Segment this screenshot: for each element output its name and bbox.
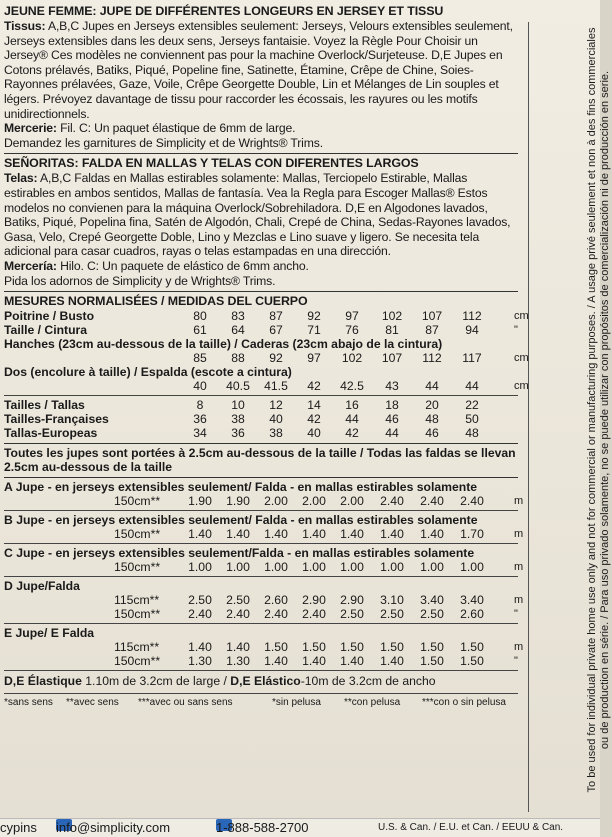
vertical-divider <box>528 22 529 812</box>
size-value: 61 <box>193 323 207 338</box>
yardage-value: 1.40 <box>264 527 288 542</box>
divider <box>4 291 518 292</box>
size-value: 42 <box>307 412 321 427</box>
fabric-width: 150cm** <box>114 494 161 509</box>
skirt-note: Toutes les jupes sont portées à 2.5cm au-dessous de la taille / Todas las faldas se llevan 2.5cm au-dessous de la taille <box>4 446 516 475</box>
dos-label: Dos (encolure à taille) / Espalda (escote a cintura) <box>4 365 292 380</box>
yardage-value: 2.90 <box>340 593 364 608</box>
yardage-value: 1.50 <box>420 654 444 669</box>
size-value: 88 <box>231 351 245 366</box>
divider <box>4 395 518 396</box>
size-value: 94 <box>465 323 479 338</box>
yardage-value: 1.90 <box>226 494 250 509</box>
size-value: 67 <box>269 323 283 338</box>
yardage-value: 1.00 <box>460 560 484 575</box>
yardage-value: 1.00 <box>420 560 444 575</box>
size-value: 92 <box>269 351 283 366</box>
size-value: 41.5 <box>264 379 288 394</box>
row-label: Tailles / Tallas <box>4 398 85 413</box>
size-value: 117 <box>462 351 482 366</box>
yardage-value: 2.50 <box>340 607 364 622</box>
yardage-row <box>4 654 518 668</box>
view-yardage <box>4 480 524 509</box>
fabric-width: 150cm** <box>114 527 161 542</box>
yardage-row <box>4 640 524 655</box>
size-value: 34 <box>193 426 207 441</box>
size-value: 92 <box>307 309 321 324</box>
taille-row <box>4 323 518 337</box>
row-label: Taille / Cintura <box>4 323 88 338</box>
nap-notes <box>4 696 518 710</box>
yardage-value: 1.40 <box>380 527 404 542</box>
size-value: 97 <box>307 351 321 366</box>
size-value: 97 <box>345 309 359 324</box>
yardage-value: 1.00 <box>264 560 288 575</box>
size-value: 20 <box>425 398 439 413</box>
size-value: 48 <box>425 412 439 427</box>
yardage-value: 1.40 <box>226 527 250 542</box>
yardage-value: 1.70 <box>460 527 484 542</box>
unit-label: m <box>514 495 524 508</box>
size-value: 50 <box>465 412 479 427</box>
yardage-row <box>4 560 524 575</box>
size-value: 38 <box>269 426 283 441</box>
yardage-value: 1.30 <box>226 654 250 669</box>
unit-label: cm <box>514 380 529 393</box>
merceria-paragraph <box>4 259 518 274</box>
yardage-value: 2.00 <box>302 494 326 509</box>
size-value: 36 <box>231 426 245 441</box>
view-heading: D Jupe/Falda <box>4 579 80 594</box>
size-value: 40.5 <box>226 379 250 394</box>
yardage-value: 1.00 <box>302 560 326 575</box>
usage-disclaimer-text: To be used for individual private home use only and not for commercial or manufacturing purposes. / A usage privé seulement et non à des fins commerciales ou de production en série. / Para uso privado solamente, no se puede utilizar con propósitos de comercialización ni de producción en serie. <box>586 27 611 793</box>
yardage-table <box>4 480 524 671</box>
note-sin-pelusa: *sin pelusa <box>272 697 321 709</box>
yardage-value: 2.00 <box>340 494 364 509</box>
fabric-width: 115cm** <box>114 593 160 608</box>
size-value: 8 <box>196 398 204 413</box>
yardage-value: 1.50 <box>460 654 484 669</box>
size-value: 46 <box>385 412 399 427</box>
view-heading: C Jupe - en jerseys extensibles seulement/Falda - en mallas estirables solamente <box>4 546 475 561</box>
senoritas-section <box>4 156 518 288</box>
size-value: 112 <box>462 309 482 324</box>
mercerie-paragraph <box>4 121 518 136</box>
yardage-value: 2.60 <box>460 607 484 622</box>
size-value: 10 <box>231 398 245 413</box>
tissus-text: A,B,C Jupes en Jerseys extensibles seulement: Jerseys, Velours extensibles seulement, Jerseys extensibles dans les deux sens, Jerseys fantaisie. Voyez la Règle Pour Choisir un Jersey® Ces modèles ne conviennent pas pour la machine Overlock/Surjeteuse. D,E Jupes en Cotons prélavés, Batiks, Piqué, Popeline fine, Satinette, Étamine, Crêpe de Chine, Soies-Rayonnes prélavées, Gaze, Voile, Crêpe Georgette Double, Lin et Mélanges de Lin souples et légers. Prévoyez davantage de tissu pour raccorder les écossais, les rayures ou les motifs unidirectionnels. <box>4 19 513 121</box>
unit-label: " <box>514 324 518 337</box>
yardage-value: 2.50 <box>380 607 404 622</box>
yardage-value: 1.00 <box>226 560 250 575</box>
view-yardage <box>4 579 524 622</box>
yardage-value: 1.40 <box>302 527 326 542</box>
yardage-value: 1.40 <box>420 527 444 542</box>
tailles-francaises-row <box>4 412 518 426</box>
tallas-europeas-row <box>4 426 518 440</box>
view-yardage <box>4 626 524 669</box>
note-avec-sens: **avec sens <box>66 697 119 709</box>
size-value: 14 <box>307 398 321 413</box>
view-yardage <box>4 546 524 575</box>
yardage-value: 2.50 <box>420 607 444 622</box>
view-heading: E Jupe/ E Falda <box>4 626 95 641</box>
garnitures-line: Demandez les garnitures de Simplicity et de Wrights® Trims. <box>4 135 323 150</box>
size-value: 44 <box>425 379 439 394</box>
unit-label: m <box>514 641 524 654</box>
yardage-value: 2.40 <box>188 607 212 622</box>
yardage-value: 1.40 <box>226 640 250 655</box>
yardage-value: 3.10 <box>380 593 404 608</box>
note-con-o-sin: ***con o sin pelusa <box>422 697 506 709</box>
divider <box>4 543 518 544</box>
size-value: 81 <box>385 323 399 338</box>
size-value: 83 <box>231 309 245 324</box>
yardage-value: 1.50 <box>264 640 288 655</box>
yardage-value: 1.40 <box>264 654 288 669</box>
size-value: 107 <box>421 309 443 324</box>
size-value: 102 <box>341 351 363 366</box>
elastique-fr-text: 1.10m de 3.2cm de large / <box>81 674 231 689</box>
yardage-value: 2.00 <box>264 494 288 509</box>
yardage-value: 1.50 <box>420 640 444 655</box>
yardage-value: 2.40 <box>380 494 404 509</box>
content-column <box>4 4 529 710</box>
size-value: 42.5 <box>340 379 364 394</box>
mercerie-label: Mercerie: <box>4 121 57 136</box>
elastique-es-label: D,E Elástico <box>230 674 301 689</box>
footer-left-text: cypins <box>0 820 37 835</box>
size-value: 102 <box>381 309 403 324</box>
divider <box>4 510 518 511</box>
row-label: Poitrine / Busto <box>4 309 95 324</box>
merceria-text: Hilo. C: Un paquete de elástico de 6mm ancho. <box>56 258 309 273</box>
size-value: 76 <box>345 323 359 338</box>
yardage-value: 1.50 <box>460 640 484 655</box>
senoritas-title: SEÑORITAS: FALDA EN MALLAS Y TELAS CON DIFERENTES LARGOS <box>4 156 419 171</box>
size-value: 85 <box>193 351 207 366</box>
usage-disclaimer <box>538 20 611 800</box>
size-value: 42 <box>345 426 359 441</box>
size-value: 112 <box>422 351 442 366</box>
jeune-femme-title: JEUNE FEMME: JUPE DE DIFFÉRENTES LONGEURS EN JERSEY ET TISSU <box>4 4 444 18</box>
unit-label: " <box>514 655 518 668</box>
size-value: 36 <box>193 412 207 427</box>
yardage-value: 1.30 <box>188 654 212 669</box>
size-value: 18 <box>385 398 399 413</box>
fabric-width: 150cm** <box>114 607 161 622</box>
size-value: 38 <box>231 412 245 427</box>
divider <box>4 477 518 478</box>
yardage-row <box>4 494 524 509</box>
size-value: 80 <box>193 309 207 324</box>
yardage-value: 2.60 <box>264 593 288 608</box>
fabric-width: 115cm** <box>114 640 160 655</box>
size-value: 43 <box>385 379 399 394</box>
yardage-value: 1.40 <box>188 527 212 542</box>
unit-label: " <box>514 608 518 621</box>
tissus-label: Tissus: <box>4 19 46 33</box>
size-value: 40 <box>193 379 207 394</box>
note-sans-sens: *sans sens <box>4 697 53 709</box>
size-value: 44 <box>385 426 399 441</box>
row-label: Tailles-Françaises <box>4 412 109 427</box>
yardage-value: 3.40 <box>460 593 484 608</box>
yardage-value: 3.40 <box>420 593 444 608</box>
measurements-table <box>4 294 529 441</box>
view-heading: A Jupe - en jerseys extensibles seulement/ Falda - en mallas estirables solamente <box>4 480 478 495</box>
size-value: 40 <box>269 412 283 427</box>
size-value: 71 <box>307 323 321 338</box>
telas-label: Telas: <box>4 171 38 186</box>
yardage-value: 1.90 <box>188 494 212 509</box>
elastique-line <box>4 674 518 688</box>
divider <box>4 693 518 694</box>
divider <box>4 576 518 577</box>
yardage-value: 2.40 <box>264 607 288 622</box>
yardage-row <box>4 593 524 608</box>
unit-label: cm <box>514 310 529 323</box>
yardage-value: 1.40 <box>340 527 364 542</box>
size-value: 42 <box>307 379 321 394</box>
hanches-label: Hanches (23cm au-dessous de la taille) / Caderas (23cm abajo de la cintura) <box>4 337 443 352</box>
size-value: 107 <box>381 351 403 366</box>
yardage-value: 2.40 <box>302 607 326 622</box>
size-value: 22 <box>465 398 479 413</box>
poitrine-row <box>4 309 529 324</box>
tailles-row <box>4 398 518 412</box>
view-heading: B Jupe - en jerseys extensibles seulement/ Falda - en mallas estirables solamente <box>4 513 478 528</box>
tissus-paragraph <box>4 19 518 121</box>
unit-label: m <box>514 594 524 607</box>
footer-bar <box>0 818 600 837</box>
note-avec-ou-sans: ***avec ou sans sens <box>138 697 233 709</box>
divider <box>4 623 518 624</box>
yardage-value: 1.50 <box>340 640 364 655</box>
yardage-value: 2.40 <box>226 607 250 622</box>
size-value: 48 <box>465 426 479 441</box>
phone-text: 1-888-588-2700 <box>216 820 309 835</box>
view-yardage <box>4 513 524 542</box>
mercerie-text: Fil. C: Un paquet élastique de 6mm de large. <box>56 121 296 136</box>
yardage-row <box>4 527 524 542</box>
size-value: 87 <box>269 309 283 324</box>
yardage-value: 1.40 <box>380 654 404 669</box>
yardage-value: 1.40 <box>340 654 364 669</box>
yardage-value: 1.00 <box>380 560 404 575</box>
size-value: 44 <box>345 412 359 427</box>
unit-label: cm <box>514 352 529 365</box>
divider <box>4 670 518 671</box>
yardage-value: 2.40 <box>460 494 484 509</box>
yardage-value: 2.90 <box>302 593 326 608</box>
yardage-value: 1.40 <box>302 654 326 669</box>
size-value: 16 <box>345 398 359 413</box>
yardage-value: 1.00 <box>188 560 212 575</box>
unit-label: m <box>514 561 524 574</box>
yardage-value: 1.00 <box>340 560 364 575</box>
row-label: Tallas-Europeas <box>4 426 98 441</box>
telas-paragraph <box>4 171 518 259</box>
yardage-value: 1.50 <box>302 640 326 655</box>
jeune-femme-section <box>4 4 518 150</box>
email-text: info@simplicity.com <box>56 820 171 835</box>
size-value: 40 <box>307 426 321 441</box>
adornos-line: Pida los adornos de Simplicity y de Wrights® Trims. <box>4 273 276 288</box>
size-value: 12 <box>269 398 283 413</box>
telas-text: A,B,C Faldas en Mallas estirables solamente: Mallas, Terciopelo Estirable, Mallas estirables en ambos sentidos, Mallas de fantasía. Vea la Regla para Escoger Mallas® Estos modelos no convienen para la máquina Overlock/Sobrehiladora. D,E en Algodones lavados, Batiks, Piqué, Popelina fina, Satén de Algodón, Chali, Crepé de China, Sedas-Rayones lavados, Gasa, Velo, Crepé Georgette Doble, Lino y Mezclas e Lino suave y ligero. Se necesita tela adicional para casar cuadros, rayas o telas estampadas en una dirección. <box>4 171 511 259</box>
fabric-width: 150cm** <box>114 654 161 669</box>
dos-row <box>4 379 529 394</box>
fabric-width: 150cm** <box>114 560 161 575</box>
divider <box>4 153 518 154</box>
size-value: 87 <box>425 323 439 338</box>
elastique-es-text: -10m de 3.2cm de ancho <box>300 674 436 689</box>
footer-region: U.S. & Can. / E.U. et Can. / EEUU & Can. <box>378 822 564 833</box>
measures-title: MESURES NORMALISÉES / MEDIDAS DEL CUERPO <box>4 294 308 309</box>
merceria-label: Mercería: <box>4 258 57 273</box>
yardage-value: 1.50 <box>380 640 404 655</box>
yardage-value: 2.50 <box>226 593 250 608</box>
divider <box>4 443 518 444</box>
yardage-value: 2.50 <box>188 593 212 608</box>
hanches-row <box>4 351 529 366</box>
yardage-value: 2.40 <box>420 494 444 509</box>
elastique-fr-label: D,E Élastique <box>4 674 82 689</box>
size-value: 64 <box>231 323 245 338</box>
note-con-pelusa: **con pelusa <box>344 697 401 709</box>
yardage-value: 1.40 <box>188 640 212 655</box>
size-value: 46 <box>425 426 439 441</box>
unit-label: m <box>514 528 524 541</box>
yardage-row <box>4 607 518 621</box>
size-value: 44 <box>465 379 479 394</box>
